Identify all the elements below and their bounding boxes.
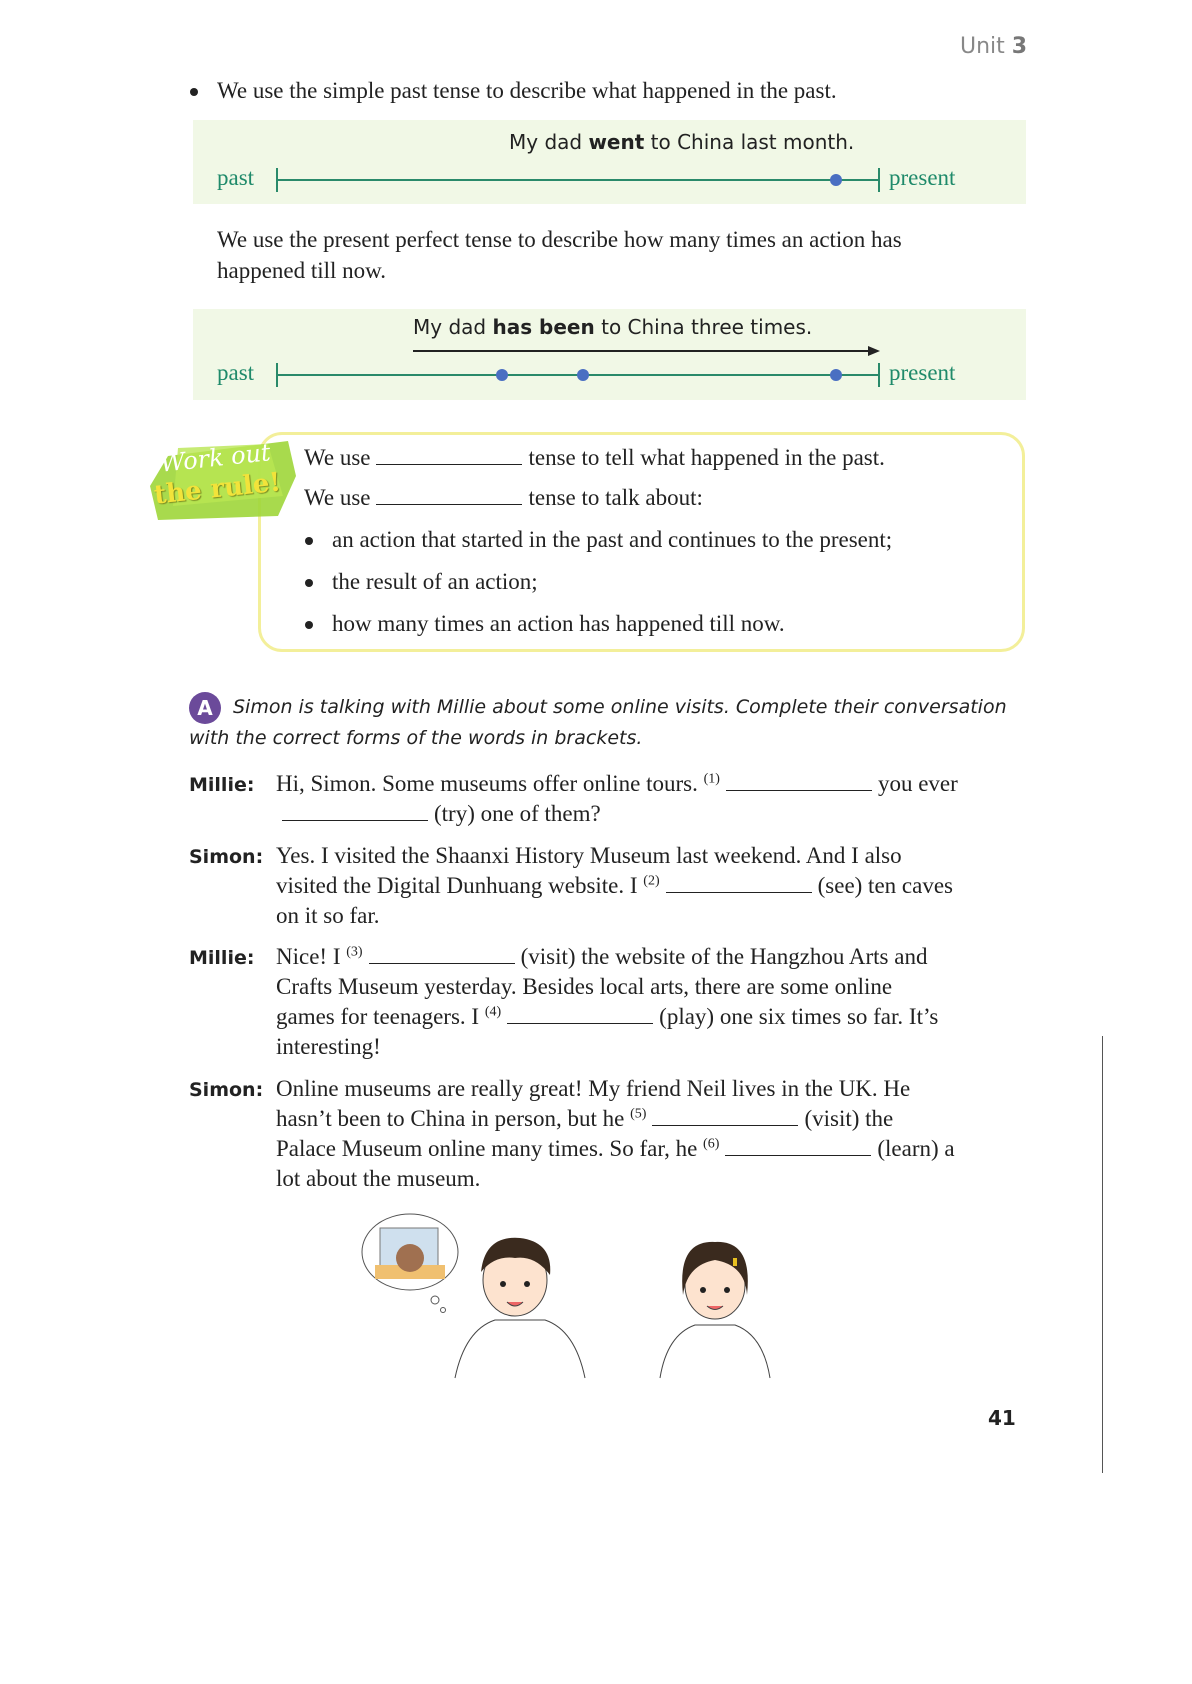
dialogue-text: (visit) the <box>804 1106 894 1131</box>
example-sentence-1: My dad went to China last month. <box>509 130 855 154</box>
dialogue-line <box>276 1076 910 1102</box>
dialogue-line <box>276 771 958 797</box>
children-illustration <box>355 1210 805 1385</box>
thought-bubble-icon <box>362 1214 458 1313</box>
perfect-rule-line2: happened till now. <box>217 258 387 283</box>
bullet-dot <box>305 537 313 545</box>
dialogue-line <box>276 801 601 827</box>
instruction-line2: with the correct forms of the words in brackets. <box>189 727 643 749</box>
rule-bullet-3: how many times an action has happened till now. <box>332 611 785 636</box>
question-number: (2) <box>643 873 660 889</box>
answer-blank[interactable] <box>376 486 522 505</box>
dialogue-text: Yes. I visited the Shaanxi History Museum last weekend. And I also <box>276 843 902 868</box>
dialogue-line <box>276 843 902 869</box>
dialogue-text: Hi, Simon. Some museums offer online tours. <box>276 771 704 796</box>
speaker-name: Simon: <box>189 846 264 868</box>
girl-icon <box>660 1242 770 1378</box>
dialogue-text: (learn) a <box>877 1136 955 1161</box>
dialogue-line <box>276 873 953 899</box>
boy-icon <box>455 1238 585 1378</box>
dialogue-text: (try) one of them? <box>434 801 601 826</box>
timeline-past-label: past <box>217 360 255 385</box>
instruction-line1: Simon is talking with Millie about some online visits. Complete their conversation <box>233 696 1007 718</box>
dialogue-line <box>276 1004 938 1030</box>
dialogue-line <box>276 903 380 929</box>
dialogue-text: (visit) the website of the Hangzhou Arts and <box>520 944 928 969</box>
dialogue-text: you ever <box>877 771 958 796</box>
answer-blank[interactable] <box>725 1137 871 1156</box>
timeline-present-label: present <box>889 360 956 385</box>
unit-header <box>960 34 1027 59</box>
question-number: (3) <box>346 944 363 960</box>
timeline-end-tick <box>878 363 880 387</box>
answer-blank[interactable] <box>507 1005 653 1024</box>
dialogue-text: (see) ten caves <box>817 873 953 898</box>
badge-text-line1: Work out <box>158 438 272 478</box>
work-out-the-rule-badge <box>148 436 298 522</box>
unit-number: 3 <box>1011 34 1028 59</box>
unit-label: Unit <box>960 34 1005 59</box>
dialogue-text: Palace Museum online many times. So far, he <box>276 1136 704 1161</box>
dialogue-line <box>276 1034 381 1060</box>
dialogue-text: games for teenagers. I <box>276 1004 485 1029</box>
example-sentence-2: My dad has been to China three times. <box>413 315 813 339</box>
timeline-present-label: present <box>889 165 956 190</box>
rule-line-1: We use tense to tell what happened in the past. <box>304 445 885 470</box>
bullet-dot <box>190 88 198 96</box>
question-number: (4) <box>484 1004 502 1020</box>
dialogue-text: interesting! <box>276 1034 381 1059</box>
answer-blank[interactable] <box>369 945 515 964</box>
dialogue-text: visited the Digital Dunhuang website. I <box>276 873 644 898</box>
dialogue-text: (play) one six times so far. It’s <box>659 1004 939 1029</box>
bullet-dot <box>305 621 313 629</box>
speaker-name: Millie: <box>189 947 255 969</box>
question-number: (6) <box>703 1136 720 1152</box>
bullet-dot <box>305 579 313 587</box>
timeline-end-tick <box>878 168 880 192</box>
answer-blank[interactable] <box>652 1107 798 1126</box>
badge-text-line2: the rule! <box>152 467 283 511</box>
question-number: (5) <box>630 1106 647 1122</box>
rule-bullet-2: the result of an action; <box>332 569 538 594</box>
question-number: (1) <box>703 771 720 787</box>
timeline-event-dot <box>830 369 842 381</box>
answer-blank[interactable] <box>376 446 522 465</box>
rule-line-2: We use tense to talk about: <box>304 485 703 510</box>
dialogue-text: hasn’t been to China in person, but he <box>276 1106 631 1131</box>
timeline-event-dot <box>577 369 589 381</box>
speaker-name: Simon: <box>189 1079 264 1101</box>
dialogue-line <box>276 1166 480 1192</box>
exercise-letter-badge: A <box>189 692 221 724</box>
dialogue-text: on it so far. <box>276 903 380 928</box>
dialogue-line <box>276 1106 893 1132</box>
page-edge-line <box>1102 1036 1103 1473</box>
answer-blank[interactable] <box>726 772 872 791</box>
dialogue-line <box>276 974 892 1000</box>
answer-blank[interactable] <box>666 874 812 893</box>
answer-blank[interactable] <box>282 802 428 821</box>
arrow-icon <box>410 344 882 358</box>
speaker-name: Millie: <box>189 774 255 796</box>
timeline-past-label: past <box>217 165 255 190</box>
dialogue-text: Online museums are really great! My friend Neil lives in the UK. He <box>276 1076 911 1101</box>
dialogue-text: lot about the museum. <box>276 1166 481 1191</box>
dialogue-line <box>276 944 927 970</box>
dialogue-text: Crafts Museum yesterday. Besides local arts, there are some online <box>276 974 893 999</box>
dialogue-line <box>276 1136 955 1162</box>
past-tense-rule: We use the simple past tense to describe what happened in the past. <box>217 78 837 103</box>
timeline-event-dot <box>496 369 508 381</box>
perfect-rule-line1: We use the present perfect tense to describe how many times an action has <box>217 227 902 252</box>
page-number: 41 <box>988 1406 1016 1430</box>
timeline-event-dot <box>830 174 842 186</box>
rule-bullet-1: an action that started in the past and continues to the present; <box>332 527 893 552</box>
timeline-line <box>276 179 879 181</box>
dialogue-text: Nice! I <box>276 944 347 969</box>
